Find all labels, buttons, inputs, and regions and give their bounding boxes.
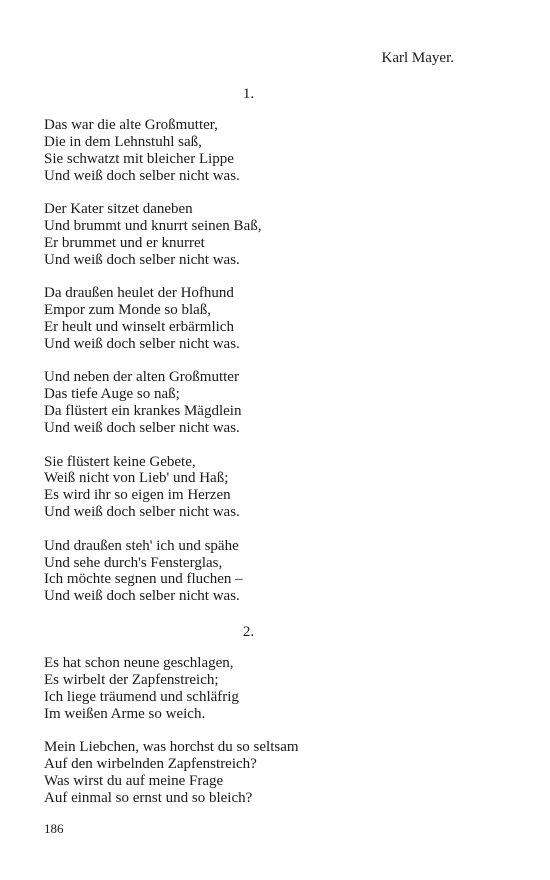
verse-line: Und weiß doch selber nicht was.: [44, 420, 240, 437]
stanza: [44, 454, 504, 522]
verse-line: Es wird ihr so eigen im Herzen: [44, 487, 231, 504]
verse-line: Und weiß doch selber nicht was.: [44, 167, 240, 184]
stanza: [44, 739, 504, 807]
verse-line: Das war die alte Großmutter,: [44, 117, 218, 133]
poem-part-2: [44, 655, 504, 823]
verse-line: Da draußen heulet der Hofhund: [44, 285, 234, 302]
stanza: [44, 655, 504, 723]
verse-line: Empor zum Monde so blaß,: [44, 302, 212, 319]
verse-line: Es hat schon neune geschlagen,: [44, 655, 234, 671]
dedication: Karl Mayer.: [381, 50, 454, 66]
stanza: [44, 117, 504, 185]
stanza: [44, 538, 504, 606]
verse-line: Es wirbelt der Zapfenstreich;: [44, 671, 219, 688]
verse-line: Er brummet und er knurret: [44, 234, 205, 251]
verse-line: Und weiß doch selber nicht was.: [44, 251, 240, 268]
verse-line: Der Kater sitzet daneben: [44, 201, 193, 218]
verse-line: Die in dem Lehnstuhl saß,: [44, 133, 202, 150]
verse-line: Da flüstert ein krankes Mägdlein: [44, 403, 242, 420]
page-number: 186: [44, 821, 64, 836]
verse-line: Das tiefe Auge so naß;: [44, 386, 180, 403]
stanza: [44, 285, 504, 353]
verse-line: Und weiß doch selber nicht was.: [44, 588, 240, 605]
section-number: 2.: [242, 624, 255, 640]
verse-line: Und draußen steh' ich und spähe: [44, 537, 239, 554]
verse-line: Sie schwatzt mit bleicher Lippe: [44, 150, 234, 167]
verse-line: Mein Liebchen, was horchst du so seltsam: [44, 739, 299, 756]
verse-line: Er heult und winselt erbärmlich: [44, 319, 234, 336]
verse-line: Was wirst du auf meine Frage: [44, 772, 224, 789]
verse-line: Und weiß doch selber nicht was.: [44, 504, 240, 521]
stanza: [44, 369, 504, 437]
verse-line: Im weißen Arme so weich.: [44, 705, 206, 722]
verse-line: Sie flüstert keine Gebete,: [44, 453, 196, 470]
verse-line: Und neben der alten Großmutter: [44, 369, 239, 386]
verse-line: Ich liege träumend und schläfrig: [44, 688, 239, 705]
verse-line: Weiß nicht von Lieb' und Haß;: [44, 470, 229, 487]
poem-part-1: [44, 117, 504, 622]
verse-line: Und brummt und knurrt seinen Baß,: [44, 218, 262, 235]
verse-line: Auf den wirbelnden Zapfenstreich?: [44, 756, 257, 773]
section-number: 1.: [242, 86, 255, 102]
verse-line: Ich möchte segnen und fluchen –: [44, 571, 243, 588]
stanza: [44, 201, 504, 269]
verse-line: Und weiß doch selber nicht was.: [44, 335, 240, 352]
verse-line: Und sehe durch's Fensterglas,: [44, 554, 223, 571]
verse-line: Auf einmal so ernst und so bleich?: [44, 789, 253, 806]
